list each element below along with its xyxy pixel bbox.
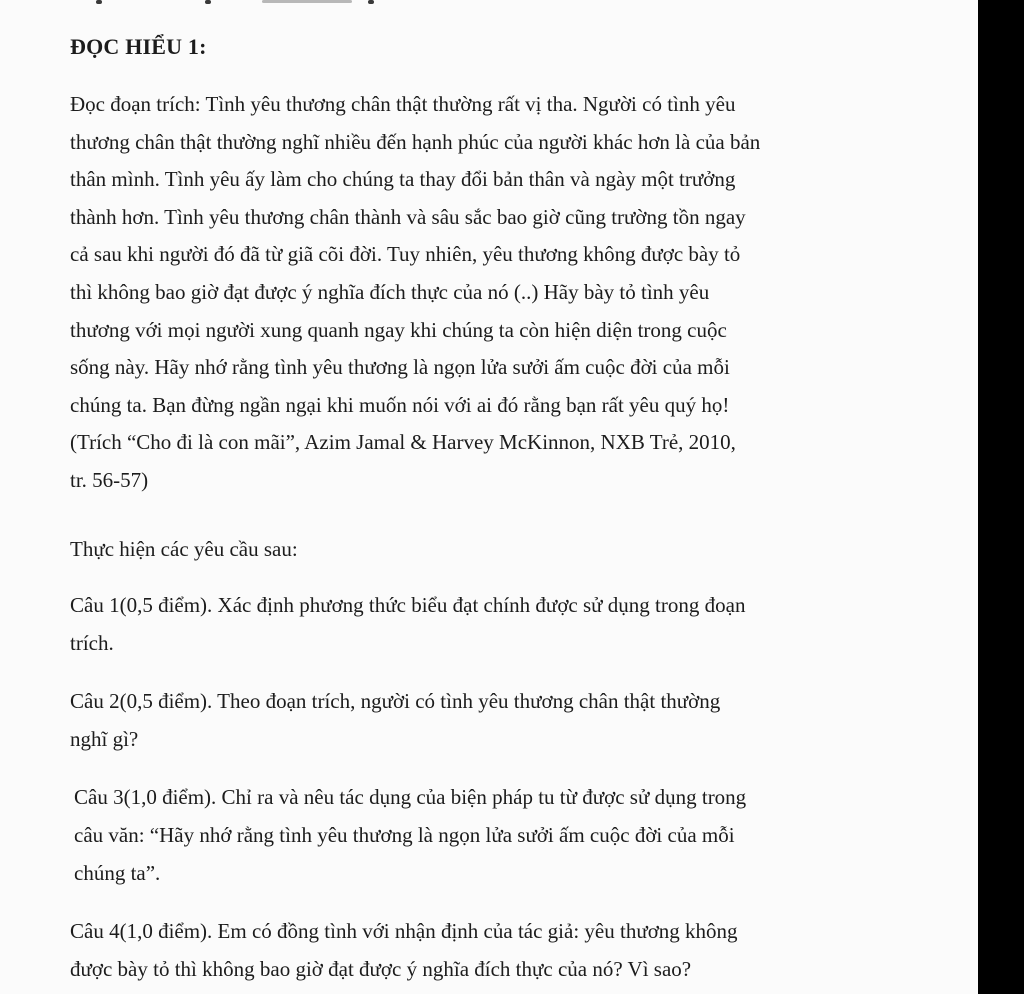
instruction-line: Thực hiện các yêu cầu sau:: [70, 537, 298, 561]
question-line: Câu 1(0,5 điểm). Xác định phương thức biểu đạt chính được sử dụng trong đoạn: [70, 593, 746, 617]
question-2: [70, 682, 970, 758]
passage-line: thành hơn. Tình yêu thương chân thành và sâu sắc bao giờ cũng trường tồn ngay: [70, 204, 746, 229]
passage-line: thân mình. Tình yêu ấy làm cho chúng ta thay đổi bản thân và ngày một trưởng: [70, 167, 736, 192]
scan-artifact: [205, 0, 211, 4]
scan-artifact: [262, 0, 352, 3]
passage-citation-pages: tr. 56-57): [70, 467, 149, 492]
passage-line: thương chân thật thường nghĩ nhiều đến hạnh phúc của người khác hơn là của bản: [70, 129, 761, 154]
question-line: chúng ta”.: [74, 861, 161, 885]
scan-artifact: [368, 0, 374, 4]
question-line: Câu 3(1,0 điểm). Chỉ ra và nêu tác dụng của biện pháp tu từ được sử dụng trong: [74, 785, 747, 809]
section-heading: ĐỌC HIỂU 1:: [70, 34, 207, 59]
question-4: [70, 912, 970, 988]
scan-artifact: [96, 0, 102, 4]
question-line: trích.: [70, 631, 114, 655]
passage-citation: (Trích “Cho đi là con mãi”, Azim Jamal & Harvey McKinnon, NXB Trẻ, 2010,: [70, 430, 736, 455]
passage-line: sống này. Hãy nhớ rằng tình yêu thương là ngọn lửa sưởi ấm cuộc đời của mỗi: [70, 355, 730, 380]
passage-line: Đọc đoạn trích: Tình yêu thương chân thật thường rất vị tha. Người có tình yêu: [70, 92, 736, 116]
question-1: [70, 586, 970, 662]
question-line: được bày tỏ thì không bao giờ đạt được ý nghĩa đích thực của nó? Vì sao?: [70, 957, 692, 981]
question-line: nghĩ gì?: [70, 727, 139, 751]
question-line: câu văn: “Hãy nhớ rằng tình yêu thương là ngọn lửa sưởi ấm cuộc đời của mỗi: [74, 823, 735, 847]
passage-line: cả sau khi người đó đã từ giã cõi đời. Tuy nhiên, yêu thương không được bày tỏ: [70, 242, 741, 267]
passage-line: chúng ta. Bạn đừng ngần ngại khi muốn nói với ai đó rằng bạn rất yêu quý họ!: [70, 392, 730, 417]
passage-line: thì không bao giờ đạt được ý nghĩa đích thực của nó (..) Hãy bày tỏ tình yêu: [70, 279, 710, 304]
instruction-text: [70, 530, 970, 568]
question-line: Câu 4(1,0 điểm). Em có đồng tình với nhận định của tác giả: yêu thương không: [70, 919, 738, 943]
passage-line: thương với mọi người xung quanh ngay khi chúng ta còn hiện diện trong cuộc: [70, 317, 727, 342]
question-3: [74, 778, 974, 892]
question-line: Câu 2(0,5 điểm). Theo đoạn trích, người có tình yêu thương chân thật thường: [70, 689, 721, 713]
reading-passage: [70, 86, 970, 500]
